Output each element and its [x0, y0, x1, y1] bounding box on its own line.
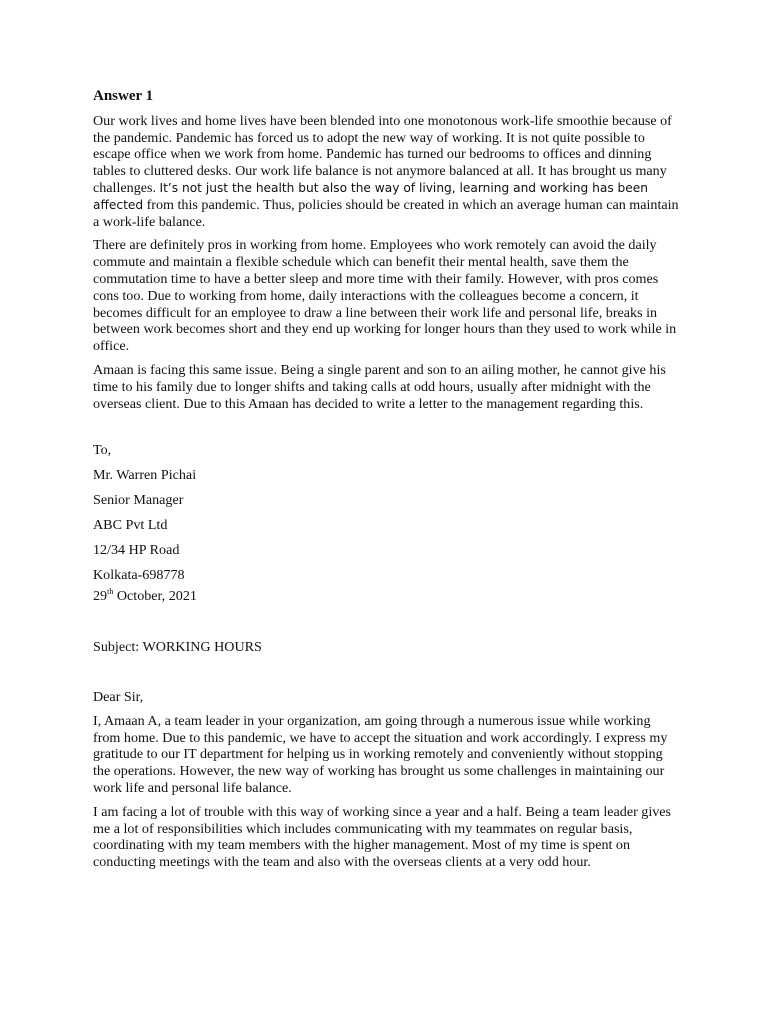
- letter-subject: Subject: WORKING HOURS: [93, 639, 262, 656]
- recipient-title: Senior Manager: [93, 492, 184, 509]
- paragraph-pandemic-text-start: Our work lives and home lives have been blended into one monotonous work-life smoothie because of the pandemic. Pandemic has forced us to adopt the new way of working. It is not quite possible to escape office when we work from home. Pandemic has turned our bedrooms to offices and dinning tables to cluttered desks. Our work life balance is not anymore balanced at all. It has brought us many challenges.: [93, 112, 672, 196]
- recipient-street: 12/34 HP Road: [93, 542, 180, 559]
- recipient-city: Kolkata-698778: [93, 567, 185, 584]
- letter-date: [93, 588, 679, 605]
- letter-salutation: Dear Sir,: [93, 688, 144, 705]
- paragraph-pandemic-handwritten-font-text: It’s not just the health but also the way of living, learning and working has been affected: [93, 180, 649, 212]
- date-day: 29: [93, 588, 108, 605]
- paragraph-pandemic: [93, 113, 679, 231]
- date-month-year: October, 2021: [113, 588, 197, 605]
- date-ordinal-suffix: th: [107, 587, 114, 597]
- document-page: [93, 88, 679, 878]
- letter-to: To,: [93, 442, 112, 459]
- recipient-name: Mr. Warren Pichai: [93, 467, 197, 484]
- answer-heading: Answer 1: [93, 88, 154, 104]
- paragraph-pandemic-text-end: from this pandemic. Thus, policies should be created in which an average human can maintain a work-life balance.: [93, 196, 679, 230]
- letter-address-block: [93, 438, 679, 588]
- letter-body-paragraph-1: I, Amaan A, a team leader in your organization, am going through a numerous issue while working from home. Due to this pandemic, we have to accept the situation and work accordingly. I express my gratitude to our IT department for helping us in working remotely and conveniently without stopping the operations. However, the new way of working has brought us some challenges in maintaining our work life and personal life balance.: [93, 712, 668, 796]
- letter-body-paragraph-2: I am facing a lot of trouble with this way of working since a year and a half. Being a team leader gives me a lot of responsibilities which includes communicating with my teammates on regular basis, coordinating with my team members with the higher management. Most of my time is spent on conducting meetings with the team and also with the overseas clients at a very odd hour.: [93, 803, 672, 871]
- paragraph-pros-cons: There are definitely pros in working from home. Employees who work remotely can avoid the daily commute and maintain a flexible schedule which can benefit their mental health, save them the commutation time to have a better sleep and more time with their family. However, with pros comes cons too. Due to working from home, daily interactions with the colleagues become a concern, it becomes difficult for an employee to draw a line between their work life and personal life, breaks in between work becomes short and they end up working for longer hours than they used to work while in office.: [93, 237, 677, 355]
- recipient-company: ABC Pvt Ltd: [93, 517, 168, 534]
- paragraph-amaan: Amaan is facing this same issue. Being a single parent and son to an ailing mother, he cannot give his time to his family due to longer shifts and taking calls at odd hours, usually after midnight with the overseas client. Due to this Amaan has decided to write a letter to the management regarding this.: [93, 361, 666, 412]
